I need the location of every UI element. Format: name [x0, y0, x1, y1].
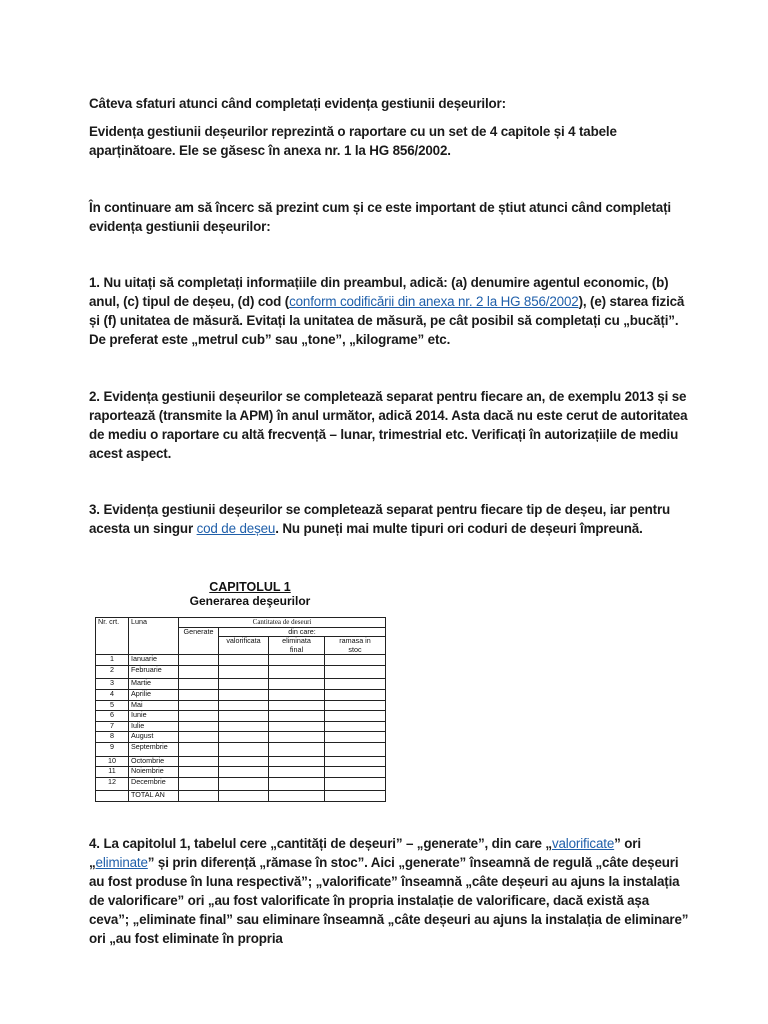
table-cell — [179, 690, 219, 701]
row-number: 10 — [96, 756, 129, 767]
table-cell — [325, 679, 386, 690]
tip-1-text-end: ), (e) starea fizică și (f) unitatea de măsură. Evitați la unitatea de măsură, pe cât posibil să completați cu „bucăți”. De preferat este „metrul cub” sau „tone”, „kilograme” etc. — [89, 294, 685, 347]
table-cell — [325, 767, 386, 778]
table-cell — [179, 777, 219, 791]
heading: Câteva sfaturi atunci când completați evidența gestiunii deșeurilor: — [89, 96, 506, 111]
header-eliminata-line2: final — [289, 644, 304, 654]
table-cell — [219, 743, 269, 757]
table-cell — [269, 732, 325, 743]
table-row — [96, 679, 386, 690]
table-cell — [325, 721, 386, 732]
table-row — [96, 690, 386, 701]
table-cell — [325, 700, 386, 711]
table-cell — [325, 665, 386, 679]
table-cell — [219, 791, 269, 802]
capitolul-1-figure — [90, 565, 686, 819]
tip-3-text-end: . Nu puneți mai multe tipuri ori coduri de deșeuri împreună. — [275, 521, 643, 536]
row-month: Martie — [129, 679, 179, 690]
table-cell — [325, 791, 386, 802]
tip-3-text-start: 3. Evidența gestiunii deșeurilor se completează separat pentru fiecare tip de deșeu, iar pentru acesta un singur — [89, 502, 671, 536]
table-cell — [219, 665, 269, 679]
row-number: 9 — [96, 743, 129, 757]
tip-4-text-3: ” și prin diferență „rămase în stoc”. Aici „generate” înseamnă de regulă „câte deșeuri au fost produse în luna respectivă”; „valorificate” înseamnă „câte deșeuri au ajuns la instalația de valorificare” ori „au fost valorificate în propria instalație de valorificare, dacă există așa ceva”; „eliminate final” sau eliminare înseamnă „câte deșeuri au ajuns la instalația de eliminare” ori „au fost eliminate în propria — [89, 855, 689, 946]
table-cell — [179, 655, 219, 666]
table-cell — [219, 767, 269, 778]
codificare-link[interactable]: conform codificării din anexa nr. 2 la HG 856/2002 — [289, 294, 579, 309]
table-cell — [219, 777, 269, 791]
tip-4-text-1: 4. La capitolul 1, tabelul cere „cantități de deșeuri” – „generate”, din care „ — [89, 836, 552, 851]
eliminate-link[interactable]: eliminate — [95, 855, 148, 870]
row-month: Iulie — [129, 721, 179, 732]
table-cell — [269, 791, 325, 802]
table-row — [96, 756, 386, 767]
valorificate-link[interactable]: valorificate — [551, 836, 615, 851]
table-cell — [269, 777, 325, 791]
table-row — [96, 655, 386, 666]
row-number: 8 — [96, 732, 129, 743]
continuare-paragraph: În continuare am să încerc să prezint cum și ce este important de știut atunci când completați evidența gestiunii deșeurilor: — [89, 200, 671, 234]
figure-title: CAPITOLUL 1 — [209, 580, 291, 594]
header-generate: Generate — [179, 627, 219, 655]
table-cell — [179, 711, 219, 722]
table-cell — [219, 679, 269, 690]
table-row — [96, 721, 386, 732]
table-cell — [219, 711, 269, 722]
table-cell — [179, 679, 219, 690]
table-cell — [325, 756, 386, 767]
table-row — [96, 665, 386, 679]
table-cell — [179, 767, 219, 778]
table-cell — [325, 732, 386, 743]
row-month: Iunie — [129, 711, 179, 722]
tip-2-paragraph: 2. Evidența gestiunii deșeurilor se completează separat pentru fiecare an, de exemplu 2013 și se raportează (transmite la APM) în anul următor, adică 2014. Asta dacă nu este cerut de autoritatea de mediu o raportare cu altă frecvență – lunar, trimestrial etc. Verificați în autorizațiile de mediu acest aspect. — [89, 389, 688, 461]
row-number: 2 — [96, 665, 129, 679]
header-cantitatea: Cantitatea de deseuri — [179, 618, 386, 628]
row-number: 7 — [96, 721, 129, 732]
row-number: 3 — [96, 679, 129, 690]
table-cell — [269, 655, 325, 666]
table-row — [96, 732, 386, 743]
table-cell — [269, 721, 325, 732]
tip-4-paragraph — [89, 834, 689, 948]
table-cell — [269, 700, 325, 711]
table-row — [96, 777, 386, 791]
row-month: Octombrie — [129, 756, 179, 767]
header-eliminata — [269, 637, 325, 655]
row-number: 6 — [96, 711, 129, 722]
table-cell — [325, 777, 386, 791]
tip-4-text-2: ” ori „ — [89, 836, 641, 870]
table-cell — [269, 665, 325, 679]
row-month: Decembrie — [129, 777, 179, 791]
table-cell — [179, 665, 219, 679]
row-number: 12 — [96, 777, 129, 791]
table-cell — [325, 711, 386, 722]
tip-1-text-start: 1. Nu uitați să completați informațiile din preambul, adică: (a) denumire agentul economic, (b) anul, (c) tipul de deșeu, (d) cod ( — [89, 275, 669, 309]
row-month: Mai — [129, 700, 179, 711]
table-cell — [325, 690, 386, 701]
total-label: TOTAL AN — [129, 791, 179, 802]
table-cell — [269, 679, 325, 690]
table-cell — [269, 711, 325, 722]
table-cell — [179, 700, 219, 711]
table-cell — [269, 690, 325, 701]
header-din-care: din care: — [219, 627, 386, 637]
table-cell — [179, 756, 219, 767]
table-cell — [269, 767, 325, 778]
row-number: 4 — [96, 690, 129, 701]
cod-deseu-link[interactable]: cod de deșeu — [196, 521, 276, 536]
header-luna: Luna — [129, 618, 179, 655]
table-row — [96, 743, 386, 757]
table-cell — [179, 791, 219, 802]
table-cell — [219, 690, 269, 701]
header-nr-crt: Nr. crt. — [96, 618, 129, 655]
row-month: Aprilie — [129, 690, 179, 701]
table-cell — [179, 732, 219, 743]
row-number: 1 — [96, 655, 129, 666]
table-cell — [269, 743, 325, 757]
row-month: Septembrie — [129, 743, 179, 757]
table-cell — [219, 721, 269, 732]
table-cell — [219, 756, 269, 767]
intro-paragraph: Evidența gestiunii deșeurilor reprezintă o raportare cu un set de 4 capitole și 4 tabele aparținătoare. Ele se găsesc în anexa nr. 1 la HG 856/2002. — [89, 124, 617, 158]
table-row — [96, 767, 386, 778]
tip-1-paragraph — [89, 273, 689, 349]
table-cell — [219, 732, 269, 743]
header-ramasa — [325, 637, 386, 655]
table-row — [96, 711, 386, 722]
table-cell — [219, 700, 269, 711]
table-total-row — [96, 791, 386, 802]
row-month: Noiembrie — [129, 767, 179, 778]
row-month: August — [129, 732, 179, 743]
table-row — [96, 700, 386, 711]
table-cell — [219, 655, 269, 666]
figure-subtitle: Generarea deşeurilor — [189, 594, 311, 608]
header-ramasa-line2: stoc — [348, 644, 362, 654]
tip-3-paragraph — [89, 500, 689, 538]
header-eliminata-line1: eliminata — [282, 636, 311, 646]
table-cell — [325, 655, 386, 666]
table-cell — [179, 743, 219, 757]
table-cell — [325, 743, 386, 757]
table-cell — [96, 791, 129, 802]
generare-table — [95, 617, 386, 802]
header-valorificata: valorificata — [219, 637, 269, 655]
table-cell — [179, 721, 219, 732]
row-month: Februarie — [129, 665, 179, 679]
table-cell — [269, 756, 325, 767]
header-ramasa-line1: ramasa in — [339, 636, 371, 646]
row-number: 5 — [96, 700, 129, 711]
row-number: 11 — [96, 767, 129, 778]
row-month: Ianuarie — [129, 655, 179, 666]
